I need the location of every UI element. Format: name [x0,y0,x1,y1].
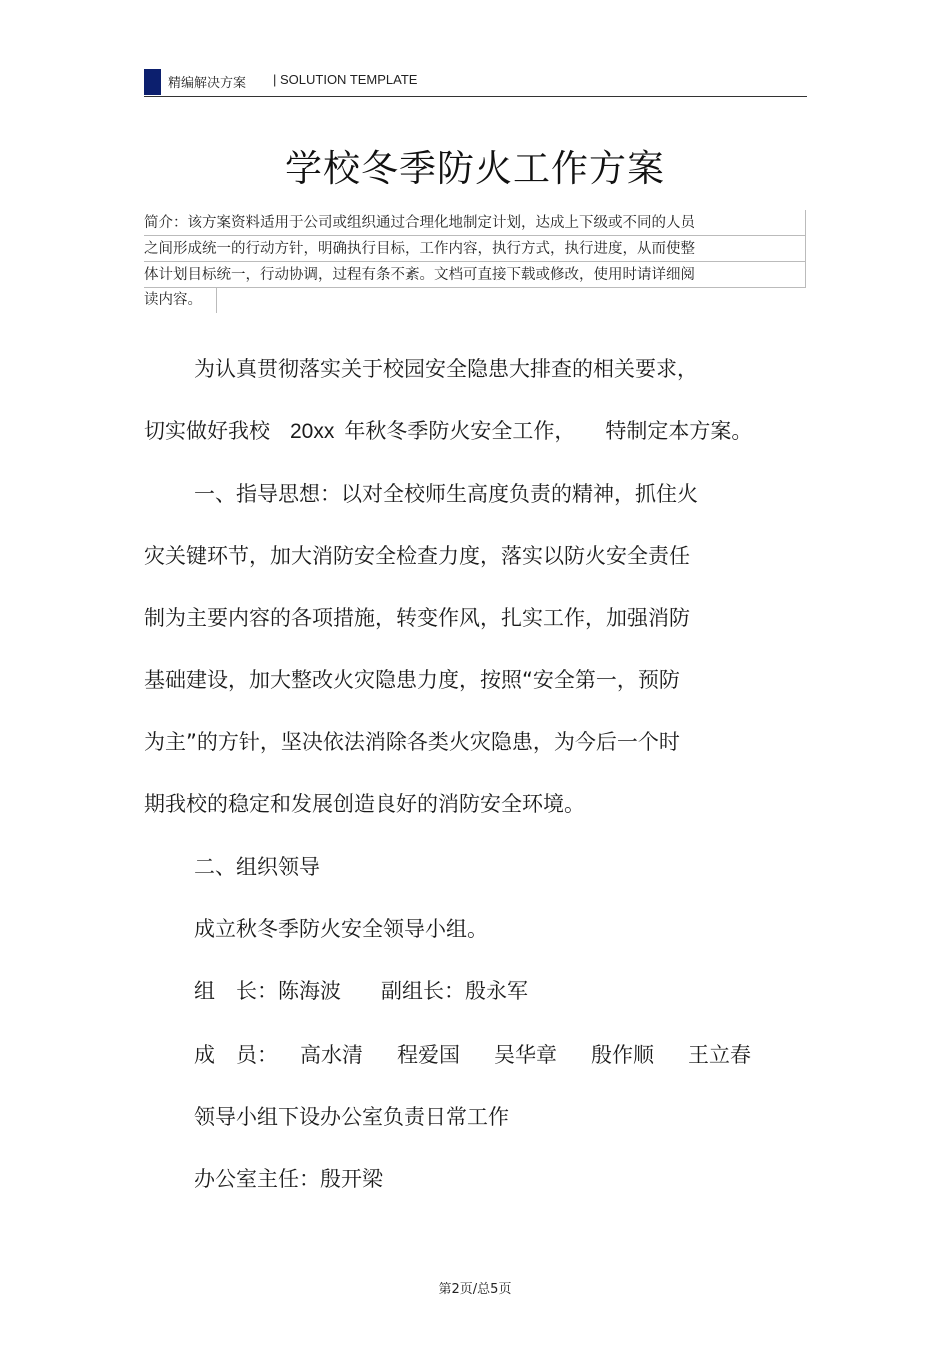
deputy-label: 副组长：殷永军 [381,979,528,1003]
summary-box [144,210,806,313]
header-subtitle: | SOLUTION TEMPLATE [273,72,418,87]
summary-line: 之间形成统一的行动方针，明确执行目标，工作内容，执行方式，执行进度，从而使整 [144,236,806,262]
member-name: 吴华章 [494,1043,557,1067]
paragraph: 为主”的方针，坚决依法消除各类火灾隐患，为今后一个时 [144,730,680,754]
paragraph: 基础建设，加大整改火灾隐患力度，按照“安全第一，预防 [144,668,680,692]
paragraph: 为认真贯彻落实关于校园安全隐患大排查的相关要求， [194,357,698,381]
page-indicator: 第2页/总5页 [438,1282,512,1297]
leader-line [194,975,528,1005]
paragraph: 期我校的稳定和发展创造良好的消防安全环境。 [144,792,585,816]
member-name: 程爱国 [397,1043,460,1067]
document-title: 学校冬季防火工作方案 [285,147,665,190]
members-label: 成 员： [194,1043,278,1067]
paragraph: 制为主要内容的各项措施，转变作风，扎实工作，加强消防 [144,606,690,630]
page-header [144,66,807,97]
summary-line: 读内容。 [144,288,217,313]
summary-line: 简介：该方案资料适用于公司或组织通过合理化地制定计划，达成上下级或不同的人员 [144,210,806,236]
paragraph: 成立秋冬季防火安全领导小组。 [194,917,488,941]
header-brand: 精编解决方案 [168,76,247,91]
paragraph: 切实做好我校 20xx 年秋冬季防火安全工作， 特制定本方案。 [144,419,753,443]
paragraph: 办公室主任：殷开梁 [194,1167,383,1191]
members-line [194,1039,751,1069]
paragraph: 一、指导思想：以对全校师生高度负责的精神，抓住火 [194,482,698,506]
member-name: 高水清 [300,1043,363,1067]
section-heading: 二、组织领导 [194,855,320,879]
member-name: 王立春 [688,1043,751,1067]
paragraph: 灾关键环节，加大消防安全检查力度，落实以防火安全责任 [144,544,690,568]
paragraph: 领导小组下设办公室负责日常工作 [194,1105,509,1129]
summary-line: 体计划目标统一，行动协调，过程有条不紊。文档可直接下载或修改，使用时请详细阅 [144,262,806,288]
member-name: 殷作顺 [591,1043,654,1067]
leader-label: 组 长：陈海波 [194,979,341,1003]
brand-logo-icon [144,69,161,95]
